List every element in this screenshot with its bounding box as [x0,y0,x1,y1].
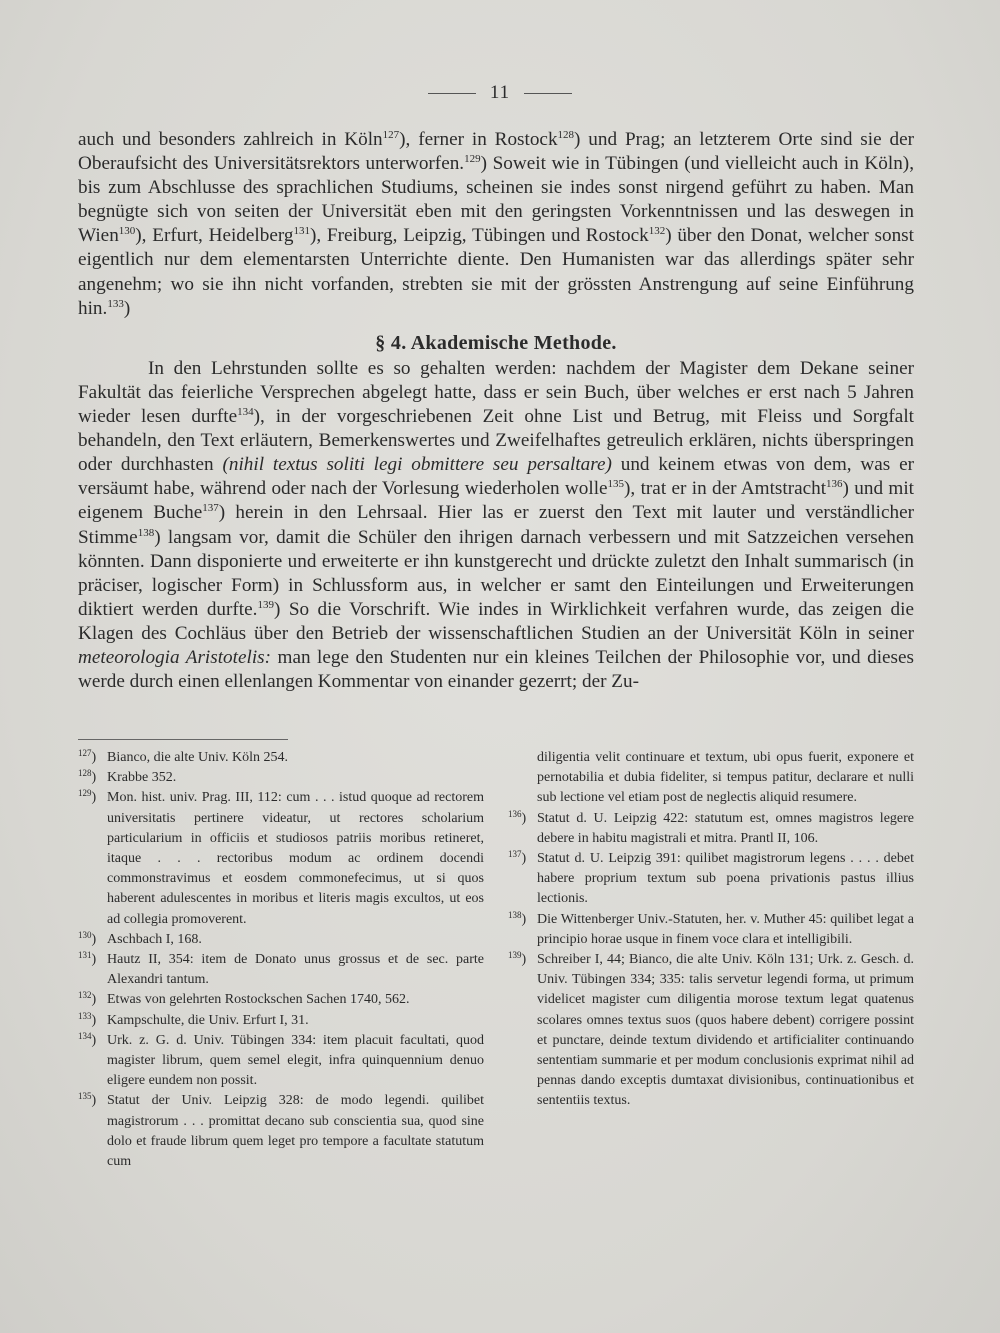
footnote-number: 127 [78,748,92,758]
footnote-number: 137 [508,849,522,860]
footnote-number: 134 [78,1030,92,1041]
paragraph-1-text: ) [123,297,131,319]
footnote-ref-128: 128 [557,129,575,141]
section-heading: § 4. Akademische Methode. [375,331,617,354]
footnote-number: 130 [78,929,92,940]
footnote-ref-129: 129 [464,153,481,166]
footnote-number: 129 [78,788,92,799]
paragraph-2-text: ) langsam vor, damit die Schüler den ihrigen darnach verbessern und mit Satzzeichen versehen könnten. Dann disponierte und erweiterte er ihn kunstgerecht und drückte zuletzt den Inhalt summarisch (in präciser, logischer Form) in Schlussform aus, in welcher er samt den Einteilungen und Erweiterungen diktiert werden durfte. [78,526,914,620]
paragraph-2 [78,357,914,694]
paragraph-2-text: ) herein in den Lehrsaal. Hier las er zuerst den Text mit lauter und verständlicher Stimme [78,502,914,548]
footnote-ref-139: 139 [257,598,274,611]
footnote-number: 139 [508,950,522,961]
footnote-text: Statut d. U. Leipzig 391: quilibet magistrorum legens . . . . debet habere proprium textum sub poena privationis pastus illius lectionis. [537,851,914,907]
paragraph-2-text: ), trat er in der Amtstracht [624,478,827,500]
footnote-136: $^{136}$) Statut d. U. Leipzig 422: statutum est, omnes magistros legere debere in habitu magistrali et mitra. Prantl II, 106. [508,809,914,849]
paragraph-2-text: In den Lehrstunden sollte es so gehalten werden: nachdem der Magister dem Dekane seiner Fakultät das feierliche Versprechen abgelegt hatte, dass er sein Buch, über welches er erst nach 5 Jahren wieder lesen durfte [78,357,914,428]
footnote-127: $^{127}$) Bianco, die alte Univ. Köln 254. [78,748,484,768]
footnote-text: Statut der Univ. Leipzig 328: de modo legendi. quilibet magistrorum . . . promittat decano sub conscientia sua, quod sine dolo et fraude librum quem leget pro tempore a facultate statutum cum [107,1093,484,1170]
footnote-135: $^{135}$) Statut der Univ. Leipzig 328: de modo legendi. quilibet magistrorum . . . promittat decano sub conscientia sua, quod sine dolo et fraude librum quem leget pro tempore a facultate statutum cum [78,1091,484,1172]
footnote-text: Mon. hist. univ. Prag. III, 112: cum . . . istud quoque ad rectorem universitatis pertinere videatur, ut rectores scholarium particularium in officiis et studiosos patriis moribus retineret, itaque . . . rectoribus modum ac ordinem docendi commonstravimus et eosdem commonefecimus, ut si quos haberent adulescentes in moribus et literis magis excultos, ut eos ad collegia promoverent. [107,790,484,927]
footnote-ref-130: 130 [118,225,136,238]
paragraph-2-text: man lege den Studenten nur ein kleines Teilchen der Philosophie vor, und dieses werde durch einen ellenlangen Kommentar von einander gezerrt; der Zu- [78,646,914,693]
page-number-text: 11 [489,82,511,103]
footnote-text: Etwas von gelehrten Rostockschen Sachen 1740, 562. [107,992,410,1008]
footnote-137: $^{137}$) Statut d. U. Leipzig 391: quilibet magistrorum legens . . . . debet habere proprium textum sub poena privationis pastus illius lectionis. [508,849,914,910]
footnote-number: 131 [78,950,92,961]
footnote-separator [78,739,288,740]
paragraph-2-text: und keinem etwas von dem, was er versäumt habe, während oder nach der Vorlesung wiederholen wolle [78,454,914,500]
paragraph-1-text: ) Soweit wie in Tübingen (und vielleicht auch in Köln), bis zum Abschlusse des sprachlichen Studiums, scheinen sie indes sonst nirgend geführt zu haben. Man begnügte sich von seiten der Universität eben mit den geringsten Vorkenntnissen und las deswegen in Wien [78,153,914,247]
footnote-number: 135 [78,1091,92,1102]
footnote-ref-136: 136 [826,478,843,491]
footnote-130: $^{130}$) Aschbach I, 168. [78,930,484,950]
footnote-text: Die Wittenberger Univ.-Statuten, her. v. Muther 45: quilibet legat a principio horae usque in finem voce clara et intelligibili. [537,911,914,947]
footnote-text: Bianco, die alte Univ. Köln 254. [107,750,289,765]
latin-quotation: (nihil textus soliti legi obmittere seu persaltare) [222,454,612,476]
footnote-number: 132 [78,990,92,1001]
paragraph-1-text: ), Erfurt, Heidelberg [135,225,294,247]
page-number [0,82,1000,104]
footnote-133: $^{133}$) Kampschulte, die Univ. Erfurt I, 31. [78,1011,484,1031]
footnotes-right-column [508,748,914,1112]
paragraph-1-text: ), ferner in Rostock [399,129,558,150]
footnote-129: $^{129}$) Mon. hist. univ. Prag. III, 112: cum . . . istud quoque ad rectorem universitatis pertinere videatur, ut rectores scholarium particularium in officiis et studiosos patriis moribus retineret, itaque . . . rectoribus modum ac ordinem docendi commonstravimus et eosdem commonefecimus, ut si quos haberent adulescentes in moribus et literis magis excultos, ut eos ad collegia promoverent. [78,788,484,929]
footnote-ref-133: 133 [107,297,124,310]
footnote-ref-137: 137 [202,502,219,515]
paragraph-1-text: auch und besonders zahlreich in Köln [78,129,383,150]
footnote-number: 138 [508,909,522,920]
paragraph-2-text: ), in der vorgeschriebenen Zeit ohne List und Betrug, mit Fleiss und Sorgfalt behandeln, den Text erläutern, Bemerkenswertes und Zweifelhaftes getreulich erklären, nichts überspringen oder durchhasten [78,406,914,476]
folio-rule-left [428,93,476,94]
footnote-128: $^{128}$) Krabbe 352. [78,768,484,788]
main-text [78,128,914,694]
footnote-138: $^{138}$) Die Wittenberger Univ.-Statuten, her. v. Muther 45: quilibet legat a principio horae usque in finem voce clara et intelligibili. [508,910,914,950]
footnote-ref-127: 127 [382,129,400,141]
footnote-text: Statut d. U. Leipzig 422: statutum est, omnes magistros legere debere in habitu magistrali et mitra. Prantl II, 106. [537,810,914,846]
footnote-131: $^{131}$) Hautz II, 354: item de Donato unus grossus et de sec. parte Alexandri tantum. [78,950,484,990]
footnote-text: Krabbe 352. [107,770,177,786]
footnote-number: 136 [508,808,522,819]
footnote-132: $^{132}$) Etwas von gelehrten Rostockschen Sachen 1740, 562. [78,990,484,1010]
folio-rule-right [524,93,572,94]
paragraph-1-text: ) und Prag; an letzterem Orte sind sie der Oberaufsicht des Universitätsrektors unterworfen. [78,129,914,175]
footnote-ref-135: 135 [607,478,625,491]
footnote-text: Kampschulte, die Univ. Erfurt I, 31. [107,1012,309,1028]
footnote-number: 133 [78,1010,92,1021]
paragraph-2-text: ) und mit eigenem Buche [78,478,914,524]
work-title: meteorologia Aristotelis: [78,646,272,668]
footnote-139: $^{139}$) Schreiber I, 44; Bianco, die alte Univ. Köln 131; Urk. z. Gesch. d. Univ. Tübingen 334; 335: talis servetur legendi forma, ut primum videlicet magister cum diligentia morose textum legat quatenus scolares omnes textus suos (quos habere debent) corrigere possint et punctare, deinde textum dividendo et artificialiter continuando sententiam summarie et per modum conclusionis exprimat nihil ad pennas dando exceptis dumtaxat divisionibus, continuationibus et sententiis textus. [508,950,914,1112]
footnotes-left-column [78,748,484,1172]
paragraph-2-text: ) So die Vorschrift. Wie indes in Wirklichkeit verfahren wurde, das zeigen die Klagen des Cochläus über den Betrieb der wissenschaftlichen Studien an der Universität Köln in seiner [78,598,914,644]
paragraph-1 [78,128,914,321]
footnote-text: Urk. z. G. d. Univ. Tübingen 334: item placuit facultati, quod magister librum, quem semel elegit, infra quinquennium denuo eligere eundem non possit. [107,1032,484,1089]
footnote-ref-138: 138 [137,526,155,539]
footnote-ref-132: 132 [648,225,666,238]
footnote-135-continuation: diligentia velit continuare et textum, ubi opus fuerit, exponere et pernotabilia et dubia fideliter, si tempus patitur, declarare et nulli sub lectione vel etiam post de neglectis aliquid resumere. [537,750,914,806]
paragraph-1-text: ), Freiburg, Leipzig, Tübingen und Rostock [309,225,649,247]
footnote-ref-134: 134 [237,406,254,419]
footnote-text: Aschbach I, 168. [107,931,202,947]
footnote-ref-131: 131 [293,225,310,238]
paragraph-1-text: ) über den Donat, welcher sonst eigentlich nur dem elementarsten Unterrichte diente. Den Humanisten war das allerdings später sehr angenehm; wo sie ihn nicht vorfanden, strebten sie mit der grössten Anstrengung auf seine Einführung hin. [78,225,914,319]
footnote-text: Hautz II, 354: item de Donato unus grossus et de sec. parte Alexandri tantum. [107,952,484,988]
footnote-number: 128 [78,768,92,779]
footnote-text: Schreiber I, 44; Bianco, die alte Univ. Köln 131; Urk. z. Gesch. d. Univ. Tübingen 334; 335: talis servetur legendi forma, ut primum videlicet magister cum diligentia morose textum legat quatenus scolares omnes textus suos (quos habere debent) corrigere possint et punctare, deinde textum dividendo et artificialiter continuando sententiam summarie et per modum conclusionis exprimat nihil ad pennas dando exceptis dumtaxat divisionibus, continuationibus et sententiis textus. [537,952,914,1109]
footnote-134: $^{134}$) Urk. z. G. d. Univ. Tübingen 334: item placuit facultati, quod magister librum, quem semel elegit, infra quinquennium denuo eligere eundem non possit. [78,1031,484,1092]
